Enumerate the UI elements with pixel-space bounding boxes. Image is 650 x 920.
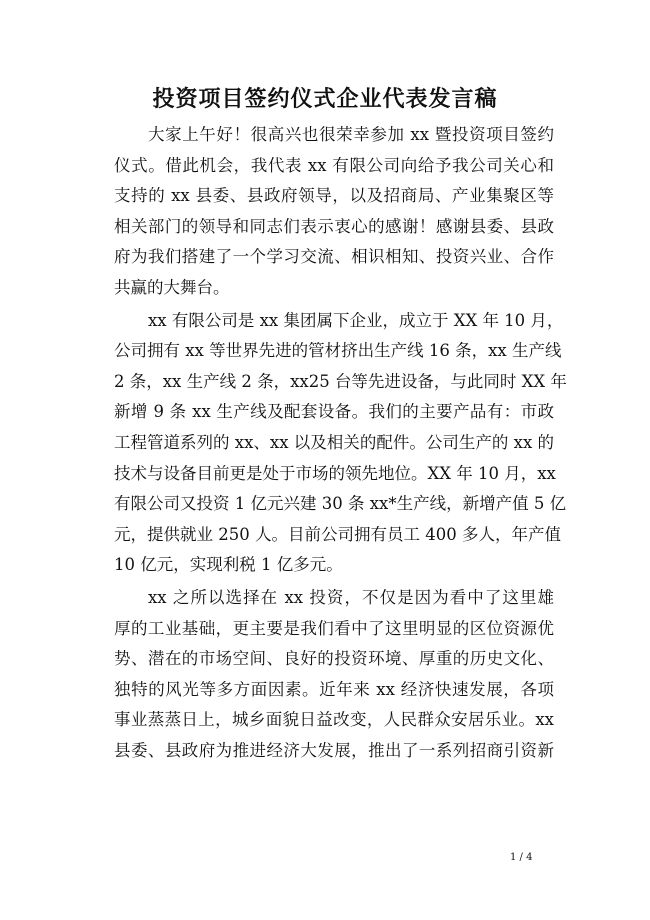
text-line: 府为我们搭建了一个学习交流、相识相知、投资兴业、合作 [114,247,554,267]
text-line: 大家上午好！很高兴也很荣幸参加 xx 暨投资项目签约 [148,125,554,144]
text-line: 势、潜在的市场空间、良好的投资环境、厚重的历史文化、 [114,649,554,669]
text-line: 事业蒸蒸日上，城乡面貌日益改变，人民群众安居乐业。xx [114,710,554,730]
text-line: 相关部门的领导和同志们表示衷心的感谢！感谢县委、县政 [114,216,554,236]
paragraph-3 [114,583,554,767]
text-line: 独特的风光等多方面因素。近年来 xx 经济快速发展，各项 [114,679,554,699]
text-line: 10 亿元，实现利税 1 亿多元。 [114,555,343,575]
text-line: 厚的工业基础，更主要是我们看中了这里明显的区位资源优 [114,618,554,638]
paragraph-1 [114,120,554,304]
page-number: 1 / 4 [510,852,533,863]
text-line: 工程管道系列的 xx、xx 以及相关的配件。公司生产的 xx 的 [114,432,554,452]
text-line: 元，提供就业 250 人。目前公司拥有员工 400 多人，年产值 [114,524,561,544]
paragraph-2 [114,306,567,581]
text-line: 新增 9 条 xx 生产线及配套设备。我们的主要产品有：市政 [114,402,554,422]
text-line: 有限公司又投资 1 亿元兴建 30 条 xx*生产线，新增产值 5 亿 [114,494,567,514]
text-line: 支持的 xx 县委、县政府领导，以及招商局、产业集聚区等 [114,186,554,206]
text-line: 2 条，xx 生产线 2 条，xx25 台等先进设备，与此同时 XX 年 [114,371,567,391]
text-line: xx 之所以选择在 xx 投资，不仅是因为看中了这里雄 [148,587,554,607]
text-line: 共赢的大舞台。 [114,277,230,297]
text-line: 公司拥有 xx 等世界先进的管材挤出生产线 16 条，xx 生产线 [114,341,562,361]
text-line: 县委、县政府为推进经济大发展，推出了一系列招商引资新 [114,740,554,760]
text-line: 仪式。借此机会，我代表 xx 有限公司向给予我公司关心和 [114,155,554,175]
text-line: 技术与设备目前更是处于市场的领先地位。XX 年 10 月，xx [114,463,556,483]
text-line: xx 有限公司是 xx 集团属下企业，成立于 XX 年 10 月， [148,310,564,330]
document-body [114,120,567,766]
page-title: 投资项目签约仪式企业代表发言稿 [152,87,498,112]
